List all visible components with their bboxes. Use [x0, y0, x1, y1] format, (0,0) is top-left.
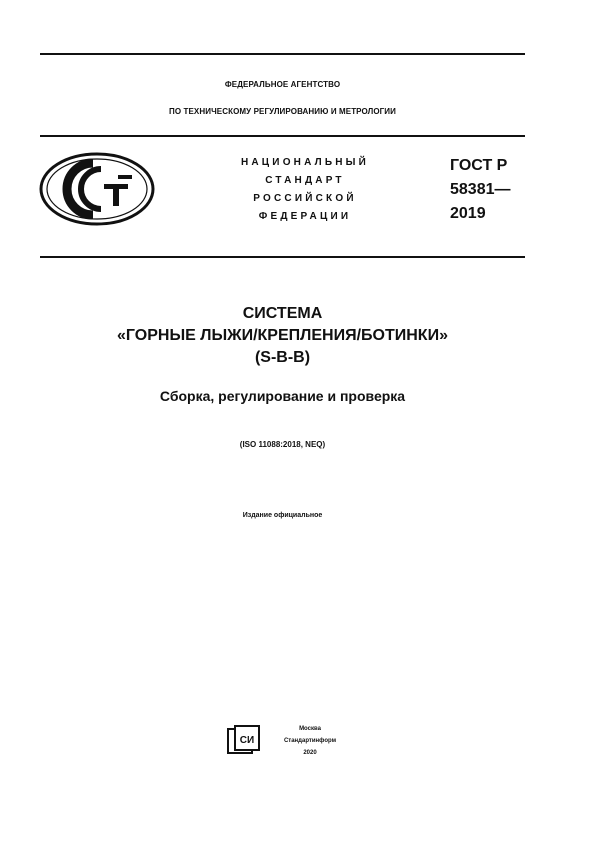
gost-number: 58381—	[450, 181, 511, 198]
agency-line-2: ПО ТЕХНИЧЕСКОМУ РЕГУЛИРОВАНИЮ И МЕТРОЛОГИИ	[168, 107, 397, 116]
national-line-4: ФЕДЕРАЦИИ	[258, 211, 352, 222]
lower-rule	[40, 256, 525, 258]
rst-logo-icon	[38, 151, 156, 227]
agency-line-1: ФЕДЕРАЛЬНОЕ АГЕНТСТВО	[224, 80, 341, 89]
gost-year: 2019	[450, 205, 486, 222]
publisher-year: 2020	[303, 750, 317, 756]
subtitle: Сборка, регулирование и проверка	[159, 388, 406, 404]
title-line-1: СИСТЕМА	[242, 305, 323, 322]
edition-note: Издание официальное	[242, 512, 323, 519]
national-line-2: СТАНДАРТ	[265, 175, 345, 186]
publisher-name: Стандартинформ	[283, 738, 337, 744]
iso-reference: (ISO 11088:2018, NEQ)	[239, 440, 326, 449]
middle-rule	[40, 135, 525, 137]
national-line-3: РОССИЙСКОЙ	[253, 193, 357, 204]
title-line-3: (S-B-B)	[254, 349, 311, 366]
top-rule	[40, 53, 525, 55]
standartinform-logo-icon	[227, 725, 261, 755]
gost-label: ГОСТ Р	[450, 157, 508, 174]
standartinform-logo-text: СИ	[239, 735, 255, 746]
title-line-2: «ГОРНЫЕ ЛЫЖИ/КРЕПЛЕНИЯ/БОТИНКИ»	[117, 327, 448, 344]
publisher-city: Москва	[299, 726, 321, 732]
national-line-1: НАЦИОНАЛЬНЫЙ	[240, 157, 370, 168]
